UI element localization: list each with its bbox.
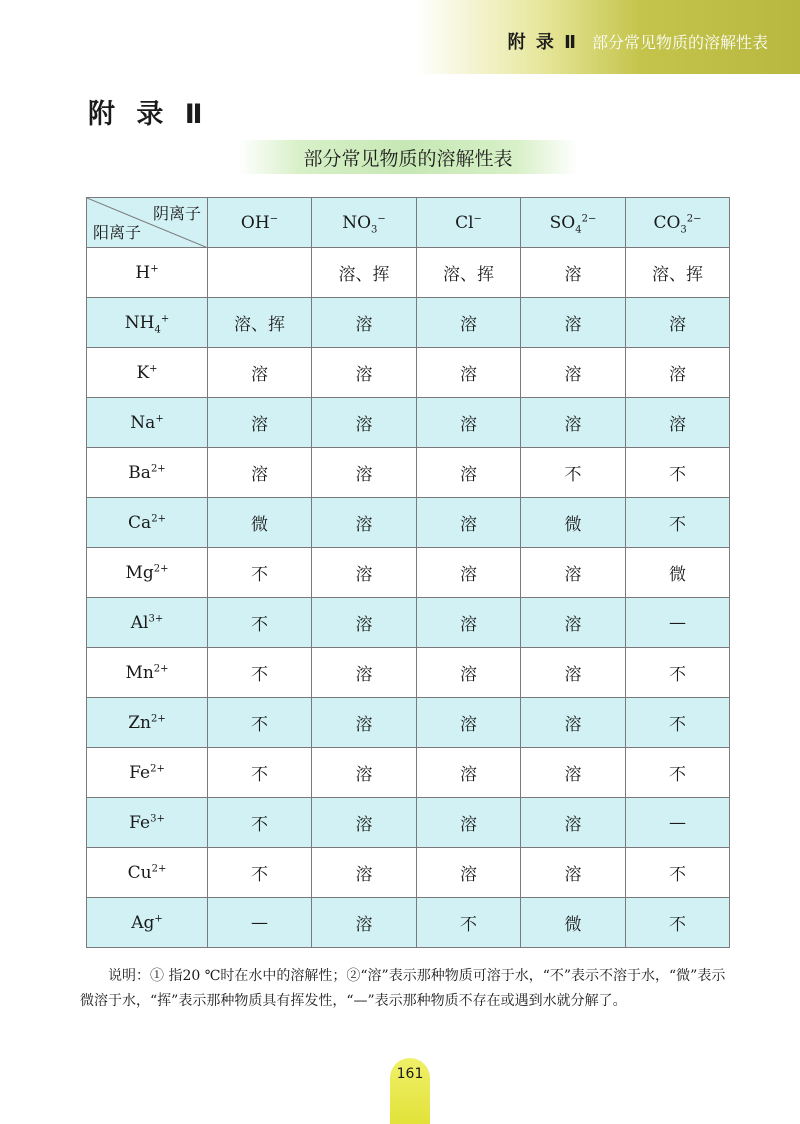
- solubility-cell: —: [626, 798, 730, 848]
- solubility-cell: 溶: [208, 448, 312, 498]
- anion-header-cell: [312, 198, 417, 248]
- corner-cell: [87, 198, 208, 248]
- anion-charge: −: [473, 212, 482, 224]
- cation-cell: [87, 348, 208, 398]
- solubility-cell: 不: [208, 598, 312, 648]
- anion-label: 阴离子: [152, 204, 201, 223]
- solubility-cell: 不: [626, 698, 730, 748]
- table-row: [87, 298, 730, 348]
- cation-charge: +: [160, 312, 170, 324]
- cation-charge: 2+: [150, 762, 165, 774]
- cation-charge: +: [154, 912, 163, 924]
- cation-charge: +: [150, 262, 159, 274]
- solubility-cell: 不: [208, 848, 312, 898]
- header-section-title: 部分常见物质的溶解性表: [591, 33, 768, 52]
- cation-symbol: Ba: [128, 462, 151, 483]
- anion: [455, 213, 482, 233]
- cation: [128, 863, 167, 883]
- cation-cell: [87, 448, 208, 498]
- solubility-cell: 溶: [417, 298, 521, 348]
- cation-cell: [87, 698, 208, 748]
- cation-charge: 2+: [151, 862, 167, 874]
- cation: [131, 913, 163, 933]
- solubility-cell: 不: [417, 898, 521, 948]
- solubility-cell: 溶: [312, 898, 417, 948]
- anion-charge: −: [377, 212, 386, 224]
- table-row: [87, 698, 730, 748]
- solubility-cell: 溶: [312, 548, 417, 598]
- solubility-cell: 溶: [521, 298, 626, 348]
- table-row: [87, 448, 730, 498]
- appendix-title: 附 录 Ⅱ: [88, 99, 209, 130]
- solubility-cell: 溶: [312, 398, 417, 448]
- anion-header-cell: [417, 198, 521, 248]
- anion-subscript: 4: [575, 223, 582, 235]
- cation: [128, 513, 166, 533]
- solubility-cell: 溶: [417, 598, 521, 648]
- anion-symbol: Cl: [455, 212, 474, 233]
- cation: [130, 413, 163, 433]
- anion-header-cell: [208, 198, 312, 248]
- solubility-cell: 溶、挥: [626, 248, 730, 298]
- cation-symbol: Ca: [128, 512, 152, 533]
- solubility-cell: 溶: [417, 348, 521, 398]
- cation-symbol: Mn: [125, 662, 154, 683]
- solubility-cell: 溶: [521, 698, 626, 748]
- solubility-cell: 溶: [521, 548, 626, 598]
- cation: [131, 613, 163, 633]
- anion-symbol: CO: [653, 212, 681, 233]
- cation: [129, 813, 165, 833]
- table-title: 部分常见物质的溶解性表: [303, 148, 513, 170]
- cation: [125, 663, 168, 683]
- table-row: [87, 398, 730, 448]
- table-row: [87, 748, 730, 798]
- anion-symbol: OH: [240, 212, 270, 233]
- cation: [125, 313, 169, 333]
- cation-symbol: Fe: [129, 812, 151, 833]
- table-note: 说明：① 指20 ℃时在水中的溶解性；②“溶”表示那种物质可溶于水，“不”表示不溶于水，“微”表示微溶于水，“挥”表示那种物质具有挥发性，“—”表示那种物质不存在或遇到水就分解了。: [80, 968, 726, 1009]
- solubility-cell: 溶、挥: [417, 248, 521, 298]
- solubility-cell: 微: [208, 498, 312, 548]
- solubility-cell: 溶: [521, 648, 626, 698]
- solubility-cell: 溶: [521, 248, 626, 298]
- cation-symbol: K: [136, 362, 150, 383]
- solubility-cell: 不: [626, 448, 730, 498]
- cation-symbol: H: [135, 262, 151, 283]
- solubility-cell: 不: [208, 798, 312, 848]
- table-row: [87, 348, 730, 398]
- cation-symbol: Mg: [125, 562, 154, 583]
- cation-charge: 3+: [150, 812, 165, 824]
- solubility-cell: 溶: [521, 398, 626, 448]
- anion-subscript: 3: [371, 223, 378, 235]
- cation-subscript: 4: [154, 323, 161, 335]
- solubility-cell: 不: [208, 648, 312, 698]
- solubility-cell: 溶、挥: [312, 248, 417, 298]
- running-header: [508, 28, 768, 54]
- cation-charge: 2+: [153, 662, 169, 674]
- solubility-cell: 溶: [417, 498, 521, 548]
- solubility-cell: 溶: [417, 798, 521, 848]
- page-number: 161: [396, 1066, 424, 1082]
- table-row: [87, 248, 730, 298]
- cation-cell: [87, 898, 208, 948]
- solubility-cell: 溶: [312, 348, 417, 398]
- solubility-cell: 溶: [417, 448, 521, 498]
- cation: [136, 363, 157, 383]
- anion-header-cell: [521, 198, 626, 248]
- cation-cell: [87, 548, 208, 598]
- cation-cell: [87, 298, 208, 348]
- cation-charge: +: [155, 412, 164, 424]
- solubility-cell: 不: [208, 698, 312, 748]
- cation-cell: [87, 598, 208, 648]
- cation-charge: 2+: [151, 512, 166, 524]
- anion: [550, 213, 597, 233]
- solubility-cell: 微: [626, 548, 730, 598]
- cation: [128, 713, 166, 733]
- table-row: [87, 898, 730, 948]
- solubility-cell: —: [208, 898, 312, 948]
- cation-cell: [87, 648, 208, 698]
- solubility-cell: 不: [626, 648, 730, 698]
- solubility-cell: 微: [521, 498, 626, 548]
- solubility-cell: 溶: [312, 498, 417, 548]
- solubility-cell: 溶: [417, 748, 521, 798]
- solubility-cell: 溶: [312, 798, 417, 848]
- cation-cell: [87, 798, 208, 848]
- table-row: [87, 548, 730, 598]
- cation-symbol: NH: [124, 312, 155, 333]
- solubility-cell: 溶: [417, 848, 521, 898]
- solubility-cell: 不: [626, 498, 730, 548]
- cation-symbol: Al: [130, 612, 149, 633]
- cation-charge: +: [149, 362, 158, 374]
- solubility-cell: 溶: [521, 848, 626, 898]
- cation-symbol: Fe: [129, 762, 151, 783]
- solubility-cell: 溶: [312, 298, 417, 348]
- table-header-row: [87, 198, 730, 248]
- solubility-cell: 溶: [312, 698, 417, 748]
- solubility-cell: 溶: [521, 748, 626, 798]
- anion-header-cell: [626, 198, 730, 248]
- table-row: [87, 648, 730, 698]
- solubility-cell: 溶: [312, 748, 417, 798]
- solubility-cell: 溶: [521, 598, 626, 648]
- solubility-cell: 微: [521, 898, 626, 948]
- anion: [241, 213, 278, 233]
- solubility-cell: 溶、挥: [208, 298, 312, 348]
- solubility-cell: 不: [626, 748, 730, 798]
- solubility-cell: 溶: [312, 598, 417, 648]
- solubility-cell: 溶: [417, 398, 521, 448]
- cation-charge: 2+: [153, 562, 169, 574]
- anion: [653, 213, 701, 233]
- solubility-cell: 不: [626, 848, 730, 898]
- cation-symbol: Zn: [128, 712, 151, 733]
- solubility-cell: 溶: [208, 398, 312, 448]
- cation-charge: 2+: [150, 462, 166, 474]
- anion-subscript: 3: [680, 223, 687, 235]
- table-row: [87, 798, 730, 848]
- solubility-cell: 不: [208, 748, 312, 798]
- table-row: [87, 498, 730, 548]
- anion-symbol: NO: [342, 212, 372, 233]
- solubility-cell: 溶: [312, 448, 417, 498]
- cation-charge: 3+: [148, 612, 164, 624]
- solubility-cell: 溶: [521, 798, 626, 848]
- solubility-cell: 溶: [312, 648, 417, 698]
- solubility-cell: 不: [521, 448, 626, 498]
- solubility-cell: 溶: [312, 848, 417, 898]
- solubility-cell: 溶: [417, 648, 521, 698]
- solubility-cell: 溶: [626, 348, 730, 398]
- solubility-cell: 溶: [208, 348, 312, 398]
- solubility-cell: 溶: [417, 548, 521, 598]
- header-appendix-label: 附 录 Ⅱ: [507, 32, 578, 53]
- cation-cell: [87, 848, 208, 898]
- cation-symbol: Na: [130, 412, 156, 433]
- cation-cell: [87, 748, 208, 798]
- anion-charge: 2−: [581, 212, 597, 224]
- solubility-table: [86, 197, 730, 948]
- solubility-cell: 溶: [521, 348, 626, 398]
- solubility-cell: 溶: [417, 698, 521, 748]
- solubility-cell: 不: [626, 898, 730, 948]
- cation-cell: [87, 248, 208, 298]
- table-row: [87, 598, 730, 648]
- cation-cell: [87, 398, 208, 448]
- cation: [128, 463, 165, 483]
- cation-symbol: Cu: [127, 862, 152, 883]
- anion-charge: −: [269, 212, 279, 224]
- solubility-cell: 溶: [626, 398, 730, 448]
- solubility-cell: 溶: [626, 298, 730, 348]
- solubility-cell: —: [626, 598, 730, 648]
- cation-charge: 2+: [151, 712, 166, 724]
- anion-symbol: SO: [549, 212, 576, 233]
- cation: [129, 763, 165, 783]
- cation: [135, 263, 158, 283]
- cation-symbol: Ag: [131, 912, 155, 933]
- solubility-cell: [208, 248, 312, 298]
- anion: [342, 213, 386, 233]
- cation-cell: [87, 498, 208, 548]
- cation-label: 阳离子: [93, 223, 142, 242]
- solubility-cell: 不: [208, 548, 312, 598]
- table-row: [87, 848, 730, 898]
- anion-charge: 2−: [686, 212, 702, 224]
- cation: [125, 563, 168, 583]
